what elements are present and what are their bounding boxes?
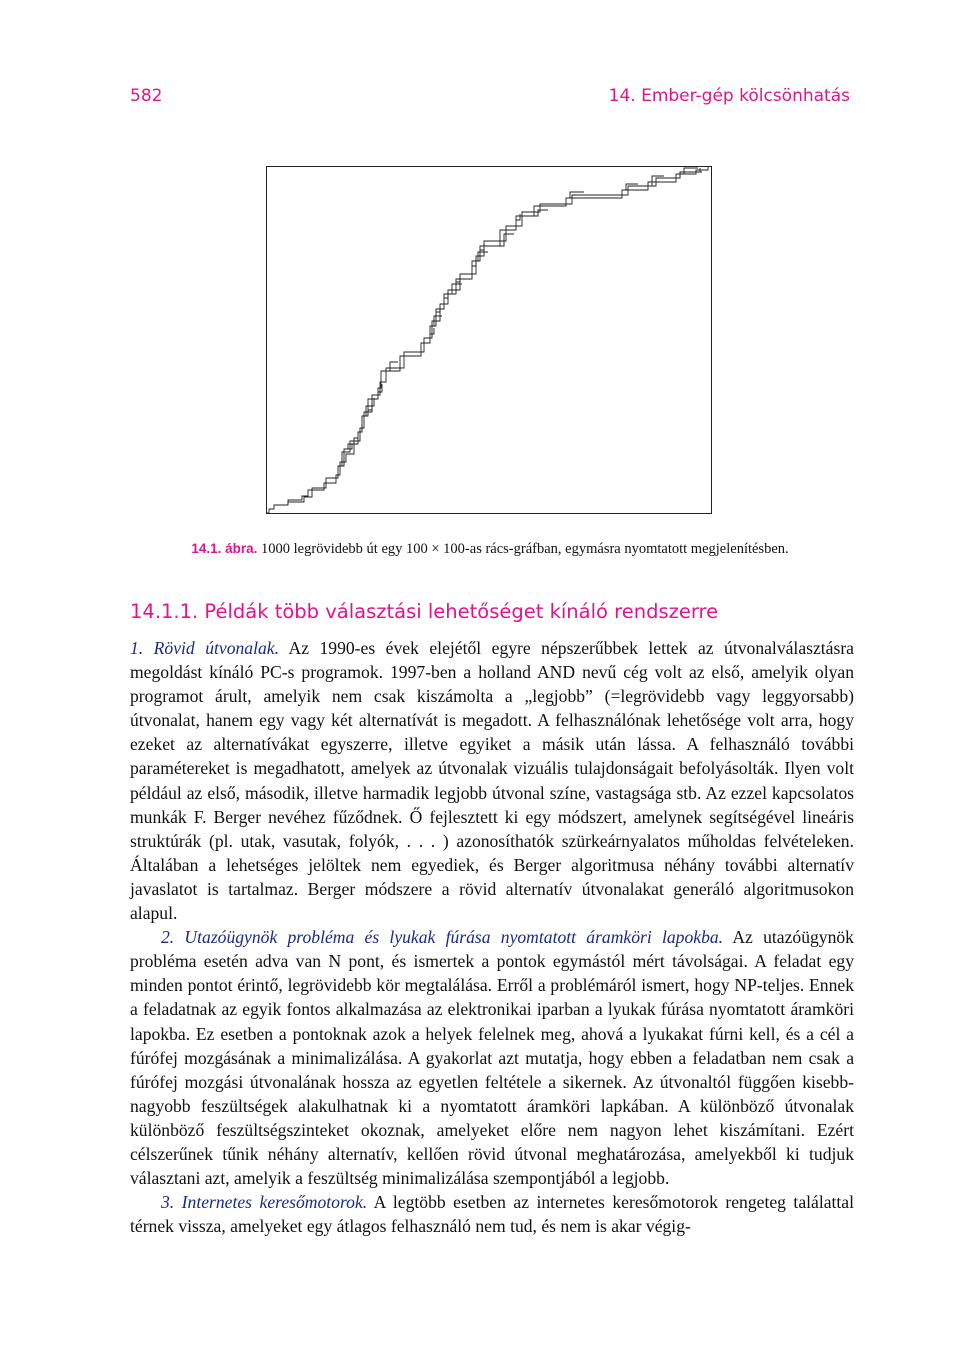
figure-caption: [130, 541, 850, 558]
paragraph-lead: 1. Rövid útvonalak.: [130, 638, 279, 658]
chapter-title: 14. Ember-gép kölcsönhatás: [608, 86, 850, 106]
paragraph-lead: 2. Utazóügynök probléma és lyukak fúrása nyomtatott áramköri lapokba.: [161, 927, 724, 948]
paragraph-short-routes: [130, 636, 854, 925]
paragraph-search-engines: [130, 1190, 854, 1238]
figure-grid-paths: [266, 166, 712, 514]
body-text: [130, 636, 854, 1238]
paragraph-text: Az utazóügynök probléma esetén adva van N pont, és ismertek a pontok egymástól mért távolságai. A feladat egy minden pontot érintő, legrövidebb kör megtalálása. Erről a problémáról ismert, hogy NP-teljes. Ennek a feladatnak az egyik fontos alkalmazása az elektronikai iparban a lyukak fúrása nyomtatott áramköri lapokba. Ez esetben a pontoknak azok a helyek felelnek meg, ahová a lyukakat fúrni kell, és a cél a fúrófej mozgásának a minimalizálása. A gyakorlat azt mutatja, hogy ebben a feladatban nem csak a fúrófej mozgási útvonalának hossza az egyetlen feltétele a sikernek. Az útvonaltól függően kisebb-nagyobb feszültségek alakulhatnak ki a nyomtatott áramköri lapkában. A különböző útvonalak különböző feszültségszinteket okoznak, amelyeket előre nem nagyon lehet kiszámítani. Ezért célszerűnek tűnik néhány alternatív, kellően rövid útvonal meghatározása, amelyekből ki tudjuk választani azt, amelyik a feszültség minimalizálása szempontjából a legjobb.: [130, 927, 854, 1189]
paragraph-tsp: [130, 925, 854, 1190]
section-title: 14.1.1. Példák több választási lehetőséget kínáló rendszerre: [130, 600, 719, 623]
paragraph-text: A legtöbb esetben az internetes keresőmotorok rengeteg találattal térnek vissza, amelyeket egy átlagos felhasználó nem tud, és nem is akar végig-: [130, 1192, 854, 1237]
page-number: 582: [130, 86, 163, 106]
paragraph-text: Az 1990-es évek elejétől egyre népszerűbbek lettek az útvonalválasztásra megoldást kínáló PC-s programok. 1997-ben a holland AND nevű cég volt az első, amelyik olyan programot árult, amelyik nem csak kiszámolta a „legjobb” (=legrövidebb vagy leggyorsabb) útvonalat, hanem egy vagy két alternatívát is megadott. A felhasználónak lehetősége volt arra, hogy ezeket az alternatívákat egyszerre, illetve egyiket a másik után lássa. A felhasználó további paramétereket is megadhatott, amelyek az útvonalak vizuális tulajdonságait befolyásolták. Ilyen volt például az első, második, illetve harmadik legjobb útvonal színe, vastagsága stb. Az ezzel kapcsolatos munkák F. Berger nevéhez fűződnek. Ő fejlesztett ki egy módszert, amelynek segítségével lineáris struktúrák (pl. utak, vasutak, folyók, . . . ) azonosíthatók szürkeárnyalatos műholdas felvételeken. Általában a lehetséges jelöltek nem egyediek, és Berger algoritmusa néhány további alternatív javaslatot is tartalmaz. Berger módszere a rövid alternatív útvonalakat generáló algoritmusokon alapul.: [130, 638, 854, 924]
figure-caption-label: 14.1. ábra.: [191, 541, 258, 556]
shortest-paths-plot: [266, 166, 712, 514]
figure-caption-text: 1000 legrövidebb út egy 100 × 100-as rács-gráfban, egymásra nyomtatott megjelenítésben.: [257, 541, 789, 557]
paragraph-lead: 3. Internetes keresőmotorok.: [161, 1192, 368, 1213]
page-header: [130, 86, 850, 116]
